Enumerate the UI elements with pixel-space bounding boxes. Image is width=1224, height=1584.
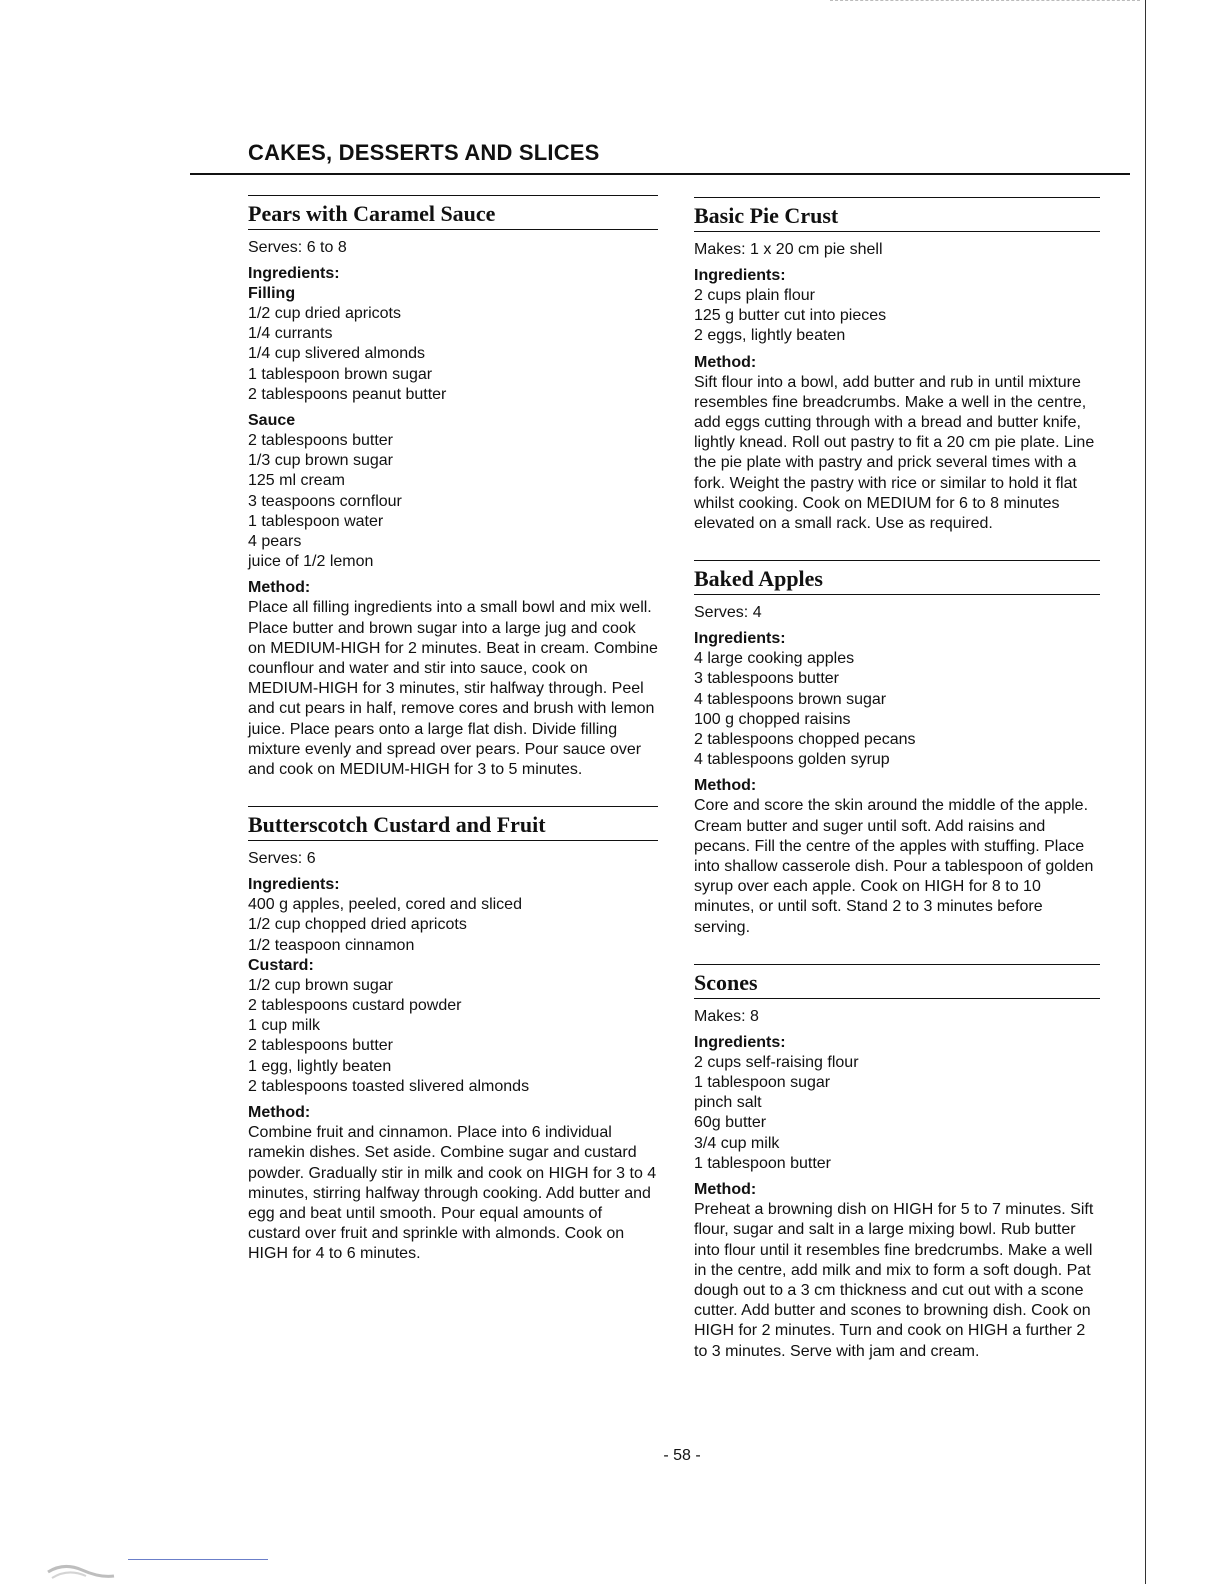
custard-label: Custard: xyxy=(248,956,314,974)
custard-list xyxy=(248,976,658,1097)
scan-top-edge xyxy=(830,0,1140,1)
ingredients-list xyxy=(248,895,658,956)
ingredient-item: 4 tablespoons golden syrup xyxy=(694,751,890,769)
ingredient-item: 1/3 cup brown sugar xyxy=(248,452,393,470)
ingredient-item: 125 g butter cut into pieces xyxy=(694,307,887,325)
ingredient-item: juice of 1/2 lemon xyxy=(248,553,374,571)
method-label: Method: xyxy=(694,777,757,795)
ingredient-item: pinch salt xyxy=(694,1094,762,1112)
recipe-serves: Serves: 6 to 8 xyxy=(248,239,347,256)
scan-corner-line xyxy=(128,1559,268,1560)
ingredient-item: 3 tablespoons butter xyxy=(694,670,839,688)
recipe-baked-apples xyxy=(694,560,1100,938)
scan-page-edge xyxy=(1145,0,1146,1584)
scan-smudge-icon xyxy=(46,1546,116,1582)
ingredient-item: 1 cup milk xyxy=(248,1017,321,1035)
ingredient-item: 4 large cooking apples xyxy=(694,650,855,668)
sauce-label: Sauce xyxy=(248,412,296,430)
recipe-title: Butterscotch Custard and Fruit xyxy=(248,807,658,841)
ingredient-item: 1 tablespoon water xyxy=(248,512,384,530)
method-text: Sift flour into a bowl, add butter and rub in until mixture resembles fine breadcrumbs. Make a well in the centre, add eggs cutting through with a bread and butter knife, lightly knead. Roll out pastry to fit a 20 cm pie plate. Line the pie plate with pastry and prick several times with a fork. Weight the pastry with rice or similar to hold it flat whilst cooking. Cook on MEDIUM for 6 to 8 minutes elevated on a small rack. Use as required. xyxy=(694,373,1095,533)
recipe-title: Scones xyxy=(694,965,1100,999)
ingredients-label: Ingredients: xyxy=(694,630,786,648)
ingredient-item: 2 tablespoons chopped pecans xyxy=(694,731,916,749)
ingredient-item: 1/4 currants xyxy=(248,325,333,343)
page-title: CAKES, DESSERTS AND SLICES xyxy=(248,140,600,165)
recipe-pears-caramel xyxy=(248,195,658,780)
ingredient-item: 1/2 cup brown sugar xyxy=(248,976,393,994)
ingredient-item: 2 tablespoons peanut butter xyxy=(248,385,447,403)
ingredients-label: Ingredients: xyxy=(694,1033,786,1051)
ingredient-item: 1/2 cup chopped dried apricots xyxy=(248,916,467,934)
ingredient-item: 4 tablespoons brown sugar xyxy=(694,690,887,708)
ingredient-item: 400 g apples, peeled, cored and sliced xyxy=(248,896,522,914)
filling-label: Filling xyxy=(248,285,296,302)
method-text: Core and score the skin around the middle of the apple. Cream butter and suger until soft. Add raisins and pecans. Fill the centre of the apples with stuffing. Place into shallow casserole dish. Pour a tablespoon of golden syrup over each apple. Cook on HIGH for 8 to 10 minutes, or until soft. Stand 2 to 3 minutes before serving. xyxy=(694,797,1094,936)
ingredient-item: 1 tablespoon brown sugar xyxy=(248,365,433,383)
ingredient-item: 100 g chopped raisins xyxy=(694,710,851,728)
ingredient-item: 1 egg, lightly beaten xyxy=(248,1057,392,1075)
filling-list xyxy=(248,304,658,405)
ingredient-item: 3 teaspoons cornflour xyxy=(248,492,402,510)
left-column xyxy=(248,195,658,1291)
ingredient-item: 2 tablespoons butter xyxy=(248,1037,393,1055)
ingredient-item: 125 ml cream xyxy=(248,472,345,490)
sauce-list xyxy=(248,431,658,572)
recipe-serves: Serves: 6 xyxy=(248,850,316,868)
ingredient-item: 1/2 cup dried apricots xyxy=(248,305,401,322)
method-text: Combine fruit and cinnamon. Place into 6 individual ramekin dishes. Set aside. Combine sugar and custard powder. Gradually stir in milk and cook on HIGH for 3 to 4 minutes, stirring halfway through cooking. Add butter and egg and beat until smooth. Pour equal amounts of custard over fruit and sprinkle with almonds. Cook on HIGH for 4 to 6 minutes. xyxy=(248,1124,657,1263)
ingredient-item: 3/4 cup milk xyxy=(694,1134,780,1152)
ingredients-label: Ingredients: xyxy=(248,265,340,282)
recipe-basic-pie-crust xyxy=(694,197,1100,534)
recipe-makes: Makes: 1 x 20 cm pie shell xyxy=(694,241,883,258)
ingredient-item: 2 eggs, lightly beaten xyxy=(694,327,846,345)
method-text: Place all filling ingredients into a small bowl and mix well. Place butter and brown sugar into a large jug and cook on MEDIUM-HIGH for 2 minutes. Beat in cream. Combine counflour and water and stir into sauce, cook on MEDIUM-HIGH for 3 minutes, stir halfway through. Peel and cut pears in half, remove cores and brush with lemon juice. Place pears onto a large flat dish. Divide filling mixture evenly and spread over pears. Pour sauce over and cook on MEDIUM-HIGH for 3 to 5 minutes. xyxy=(248,599,658,779)
ingredients-label: Ingredients: xyxy=(248,876,340,894)
method-label: Method: xyxy=(248,1104,311,1122)
ingredient-item: 2 cups self-raising flour xyxy=(694,1053,859,1071)
method-label: Method: xyxy=(694,1181,757,1199)
recipe-title: Basic Pie Crust xyxy=(694,198,1100,232)
ingredients-list xyxy=(694,286,1100,347)
recipe-serves: Serves: 4 xyxy=(694,604,762,622)
method-label: Method: xyxy=(694,353,757,371)
ingredients-list xyxy=(694,1053,1100,1174)
recipe-title: Pears with Caramel Sauce xyxy=(248,196,658,230)
ingredient-item: 1/2 teaspoon cinnamon xyxy=(248,936,415,954)
ingredient-item: 2 tablespoons custard powder xyxy=(248,997,462,1015)
ingredients-label: Ingredients: xyxy=(694,267,786,284)
ingredients-list xyxy=(694,649,1100,770)
method-label: Method: xyxy=(248,579,311,597)
ingredient-item: 4 pears xyxy=(248,533,302,551)
recipe-butterscotch-custard xyxy=(248,806,658,1264)
recipe-title: Baked Apples xyxy=(694,561,1100,595)
method-text: Preheat a browning dish on HIGH for 5 to 7 minutes. Sift flour, sugar and salt in a large mixing bowl. Rub butter into flour until it resembles fine bredcrumbs. Make a well in the centre, add milk and mix to form a soft dough. Pat dough out to a 3 cm thickness and cut out with a scone cutter. Add butter and scones to browning dish. Cook on HIGH for 2 minutes. Turn and cook on HIGH a further 2 to 3 minutes. Serve with jam and cream. xyxy=(694,1201,1094,1360)
ingredient-item: 60g butter xyxy=(694,1114,767,1132)
ingredient-item: 1 tablespoon butter xyxy=(694,1154,831,1172)
title-divider xyxy=(190,173,1130,175)
page-number: - 58 - xyxy=(663,1447,701,1464)
ingredient-item: 2 cups plain flour xyxy=(694,287,815,304)
ingredient-item: 2 tablespoons toasted slivered almonds xyxy=(248,1077,530,1095)
ingredient-item: 2 tablespoons butter xyxy=(248,432,393,450)
right-column xyxy=(694,197,1100,1388)
recipe-makes: Makes: 8 xyxy=(694,1007,759,1025)
ingredient-item: 1 tablespoon sugar xyxy=(694,1074,831,1092)
recipe-scones xyxy=(694,964,1100,1362)
ingredient-item: 1/4 cup slivered almonds xyxy=(248,345,425,363)
